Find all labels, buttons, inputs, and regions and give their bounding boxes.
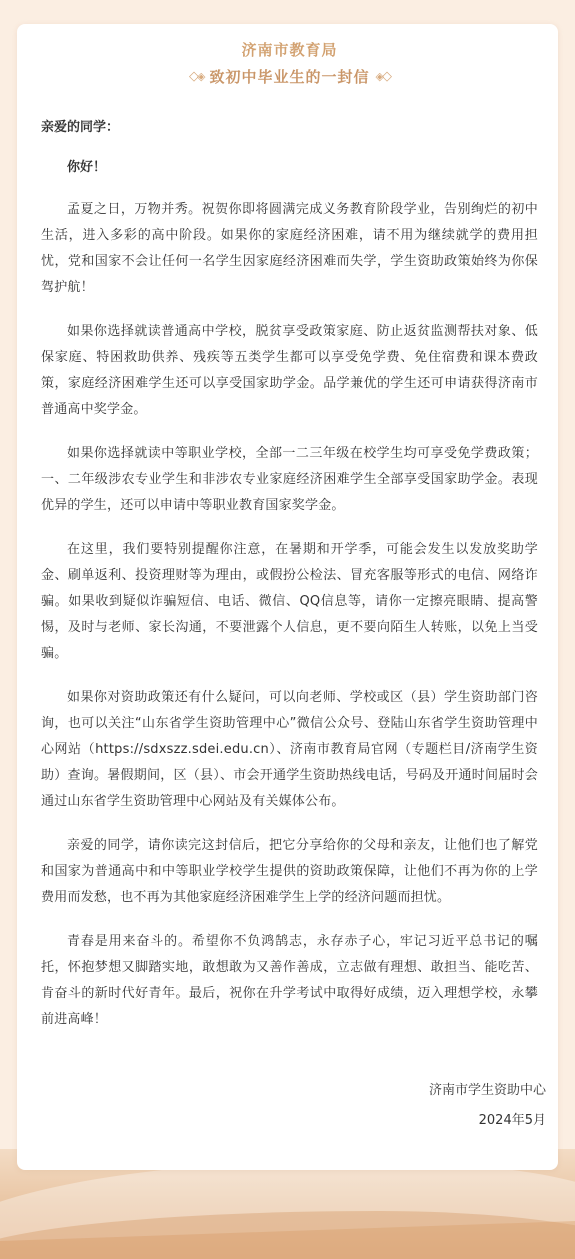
paragraph-7: 青春是用来奋斗的。希望你不负鸿鹄志，永存赤子心，牢记习近平总书记的嘱托，怀抱梦想又脚踏实地，敢想敢为又善作善成，立志做有理想、敢担当、能吃苦、肯奋斗的新时代好青年。最后，祝你在升学考试中取得好成绩，迈入理想学校，永攀前进高峰！ xyxy=(41,934,538,1027)
letter-header xyxy=(41,24,538,87)
signature-organization: 济南市学生资助中心 xyxy=(428,1083,546,1098)
paragraph-3: 如果你选择就读中等职业学校，全部一二三年级在校学生均可享受免学费政策；一、二年级涉农专业学生和非涉农专业家庭经济困难学生全部享受国家助学金。表现优异的学生，还可以申请中等职业教育国家奖学金。 xyxy=(41,446,538,513)
letter-subtitle: 致初中毕业生的一封信 xyxy=(209,67,370,86)
letter-card xyxy=(17,24,558,1170)
paragraph-5: 如果你对资助政策还有什么疑问，可以向老师、学校或区（县）学生资助部门咨询，也可以关注“山东省学生资助管理中心”微信公众号、登陆山东省学生资助管理中心网站（https://sdxszz.sdei.edu.cn）、济南市教育局官网（专题栏目/济南学生资助）查询。暑假期间，区（县）、市会开通学生资助热线电话，号码及开通时间届时会通过山东省学生资助管理中心网站及有关媒体公布。 xyxy=(41,690,538,809)
organization-title: 济南市教育局 xyxy=(241,41,338,59)
diamond-ornament-left-icon: ◇ ◈ xyxy=(189,68,204,84)
salutation: 你好！ xyxy=(67,160,107,175)
greeting: 亲爱的同学： xyxy=(41,120,120,135)
letter-body xyxy=(41,117,538,1033)
paragraph-6: 亲爱的同学，请你读完这封信后，把它分享给你的父母和亲友，让他们也了解党和国家为普通高中和中等职业学校学生提供的资助政策保障，让他们不再为你的上学费用而发愁，也不再为其他家庭经济困难学生上学的经济问题而担忧。 xyxy=(41,838,538,905)
paragraph-2: 如果你选择就读普通高中学校，脱贫享受政策家庭、防止返贫监测帮扶对象、低保家庭、特困救助供养、残疾等五类学生都可以享受免学费、免住宿费和课本费政策，家庭经济困难学生还可以享受国家助学金。品学兼优的学生还可申请获得济南市普通高中奖学金。 xyxy=(41,324,538,417)
signature-date: 2024年5月 xyxy=(478,1113,546,1128)
diamond-ornament-right-icon: ◈ ◇ xyxy=(375,68,390,84)
paragraph-1: 孟夏之日，万物并秀。祝贺你即将圆满完成义务教育阶段学业，告别绚烂的初中生活，进入多彩的高中阶段。如果你的家庭经济困难，请不用为继续就学的费用担忧，党和国家不会让任何一名学生因家庭经济困难而失学，学生资助政策始终为你保驾护航！ xyxy=(41,202,538,295)
paragraph-4: 在这里，我们要特别提醒你注意，在暑期和开学季，可能会发生以发放奖助学金、刷单返利、投资理财等为理由，或假扮公检法、冒充客服等形式的电信、网络诈骗。如果收到疑似诈骗短信、电话、微信、QQ信息等，请你一定擦亮眼睛、提高警惕，及时与老师、家长沟通，不要泄露个人信息，更不要向陌生人转账，以免上当受骗。 xyxy=(41,542,538,661)
subtitle-row xyxy=(41,65,538,87)
